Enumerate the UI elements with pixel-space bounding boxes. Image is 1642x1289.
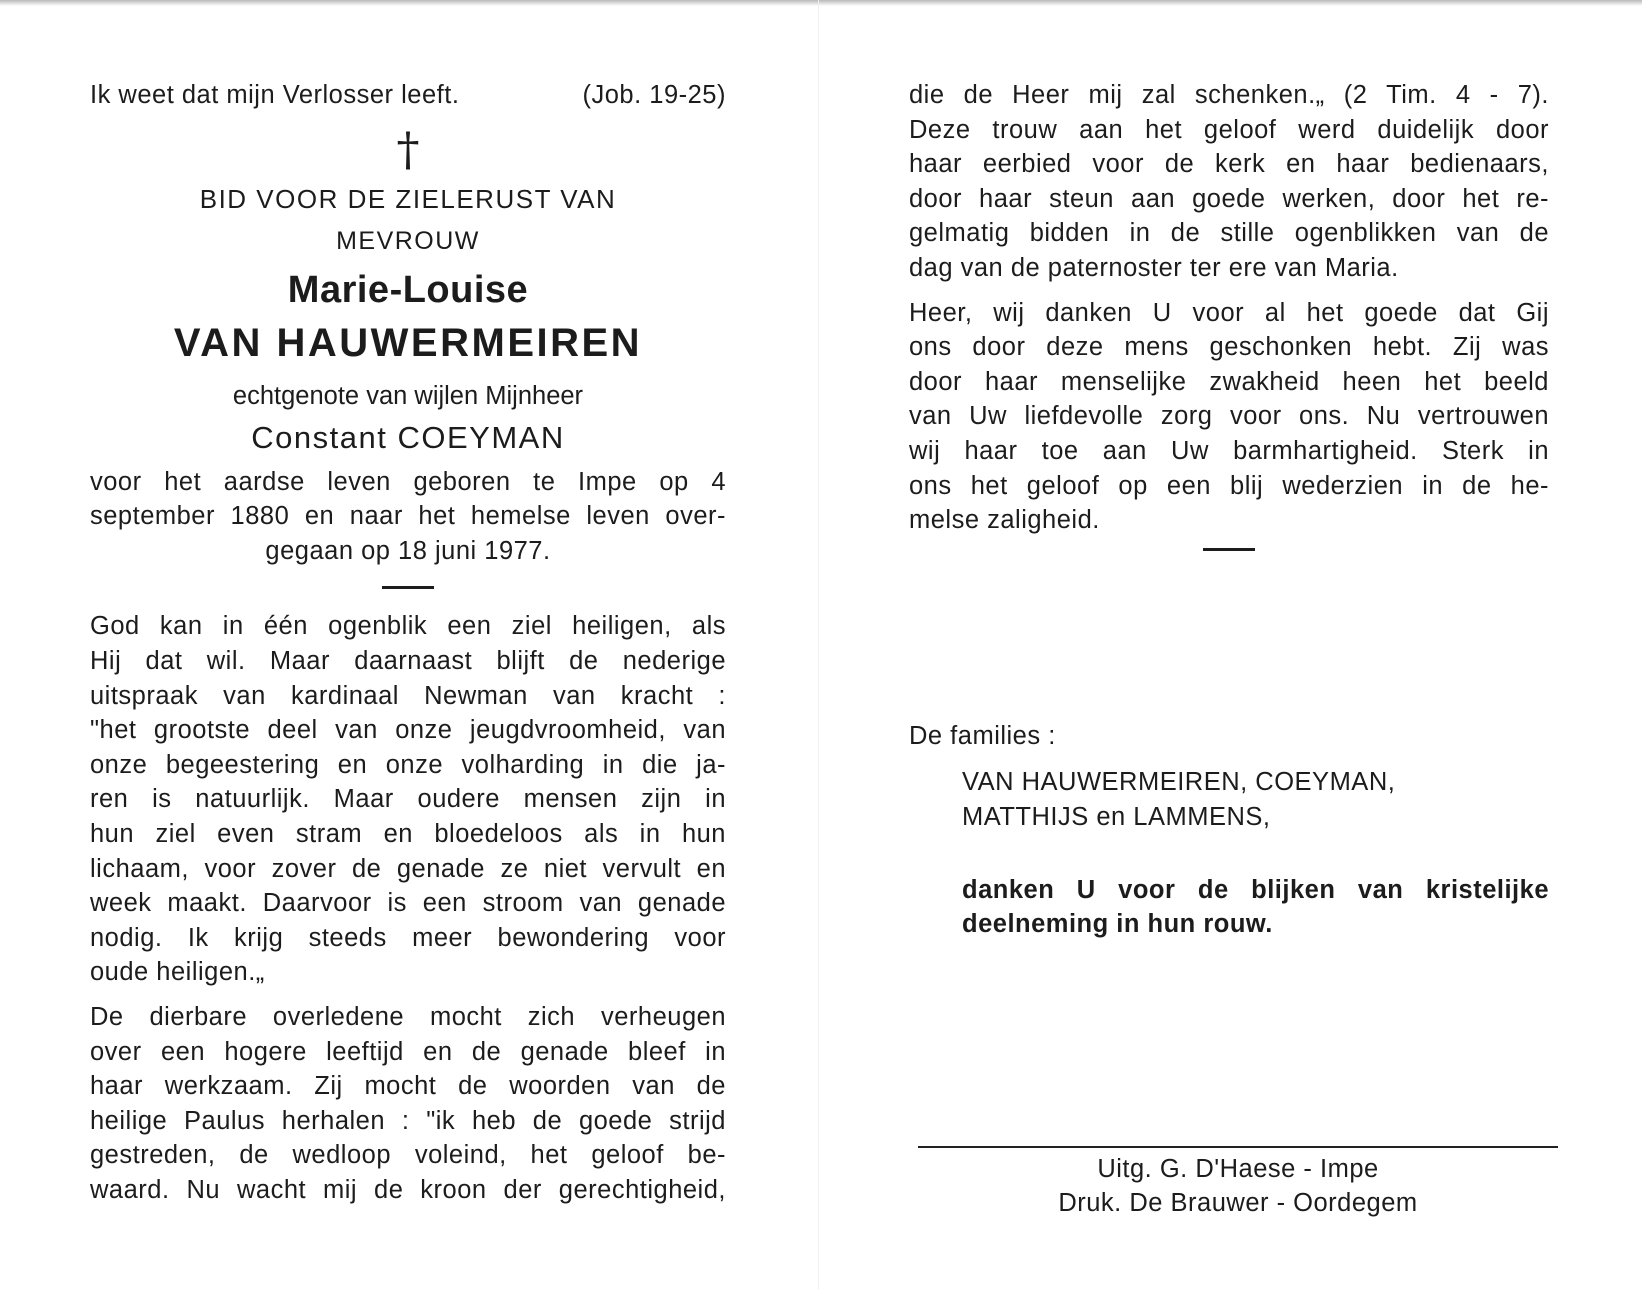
text-line: door haar steun aan goede werken, door het re-: [909, 184, 1549, 213]
epigraph-text: Ik weet dat mijn Verlosser leeft.: [90, 81, 460, 109]
text-line: De dierbare overledene mocht zich verheugen: [90, 1002, 726, 1031]
prayer-paragraph: [909, 296, 1549, 538]
card-top-edge: [0, 0, 1642, 6]
publisher-rule: [918, 1146, 1558, 1148]
epigraph: [90, 78, 726, 113]
deceased-first-name: Marie-Louise: [287, 268, 529, 311]
epigraph-reference: (Job. 19-25): [582, 81, 726, 109]
divider-dash: [382, 586, 434, 589]
text-line: week maakt. Daarvoor is een stroom van genade: [90, 889, 726, 918]
text-line: haar werkzaam. Zij mocht de woorden van de: [90, 1072, 726, 1101]
families-line: VAN HAUWERMEIREN, COEYMAN,: [962, 768, 1396, 797]
text-line: heilige Paulus herhalen : "ik heb de goede strijd: [90, 1106, 726, 1135]
text-line: "het grootste deel van onze jeugdvroomheid, van: [90, 716, 726, 745]
left-page: [90, 78, 726, 1217]
text-line: wij haar toe aan Uw barmhartigheid. Sterk in: [909, 436, 1549, 465]
spouse-name: Constant COEYMAN: [251, 419, 565, 455]
text-line: Heer, wij danken U voor al het goede dat Gij: [909, 298, 1549, 327]
life-dates-line: gegaan op 18 juni 1977.: [265, 536, 551, 565]
cross-icon: †: [396, 121, 420, 176]
thanks-line: deelneming in hun rouw.: [962, 910, 1273, 939]
quote-paragraph: [90, 609, 726, 990]
faith-paragraph: [909, 78, 1549, 286]
publisher-line: Uitg. G. D'Haese - Impe: [1097, 1155, 1379, 1183]
spouse-prefix: echtgenote van wijlen Mijnheer: [232, 381, 584, 410]
text-line: ons door deze mens geschonken hebt. Zij was: [909, 333, 1549, 362]
text-line: onze begeestering en onze volharding in die ja-: [90, 750, 726, 779]
text-line: Hij dat wil. Maar daarnaast blijft de nederige: [90, 646, 726, 675]
text-line: over een hogere leeftijd en de genade bleef in: [90, 1037, 726, 1066]
printer-line: Druk. De Brauwer - Oordegem: [1058, 1189, 1418, 1217]
text-line: die de Heer mij zal schenken.„ (2 Tim. 4 - 7).: [909, 81, 1549, 109]
text-line: melse zaligheid.: [909, 506, 1100, 535]
text-line: van Uw liefdevolle zorg voor ons. Nu vertrouwen: [909, 402, 1549, 431]
text-line: nodig. Ik krijg steeds meer bewondering voor: [90, 923, 726, 952]
families-list: [962, 765, 1549, 834]
text-line: uitspraak van kardinaal Newman van kracht :: [90, 681, 726, 710]
thanks-message: [962, 873, 1549, 942]
life-dates: [90, 465, 726, 569]
text-line: door haar menselijke zwakheid heen het beeld: [909, 367, 1549, 396]
publisher-info: [918, 1152, 1558, 1220]
text-line: gestreden, de wedloop voleind, het geloof be-: [90, 1141, 726, 1170]
text-line: gelmatig bidden in de stille ogenblikken van de: [909, 219, 1549, 248]
text-line: God kan in één ogenblik een ziel heiligen, als: [90, 612, 726, 641]
text-line: lichaam, voor zover de genade ze niet vervult en: [90, 854, 726, 883]
divider-dash: [1203, 548, 1255, 551]
life-dates-line: september 1880 en naar het hemelse leven over-: [90, 502, 726, 531]
right-page: [909, 78, 1549, 942]
thanks-line: danken U voor de blijken van kristelijke: [962, 875, 1549, 904]
text-line: waard. Nu wacht mij de kroon der gerechtigheid,: [90, 1175, 726, 1204]
prayer-heading-line-1: BID VOOR DE ZIELERUST VAN: [199, 183, 617, 214]
text-line: ren is natuurlijk. Maar oudere mensen zijn in: [90, 785, 726, 814]
text-line: ons het geloof op een blij wederzien in de he-: [909, 471, 1549, 500]
text-line: dag van de paternoster ter ere van Maria.: [909, 253, 1399, 282]
tribute-paragraph: [90, 1000, 726, 1208]
life-dates-line: voor het aardse leven geboren te Impe op 4: [90, 467, 726, 496]
card-fold: [818, 0, 819, 1289]
families-intro: De families :: [909, 721, 1056, 750]
deceased-last-name: VAN HAUWERMEIREN: [173, 320, 643, 365]
text-line: Deze trouw aan het geloof werd duidelijk door: [909, 115, 1549, 144]
text-line: oude heiligen.„: [90, 958, 265, 987]
families-line: MATTHIJS en LAMMENS,: [962, 802, 1271, 831]
prayer-heading-line-2: MEVROUW: [336, 226, 480, 255]
text-line: hun ziel even stram en bloedeloos als in hun: [90, 819, 726, 848]
text-line: haar eerbied voor de kerk en haar bedienaars,: [909, 150, 1549, 179]
